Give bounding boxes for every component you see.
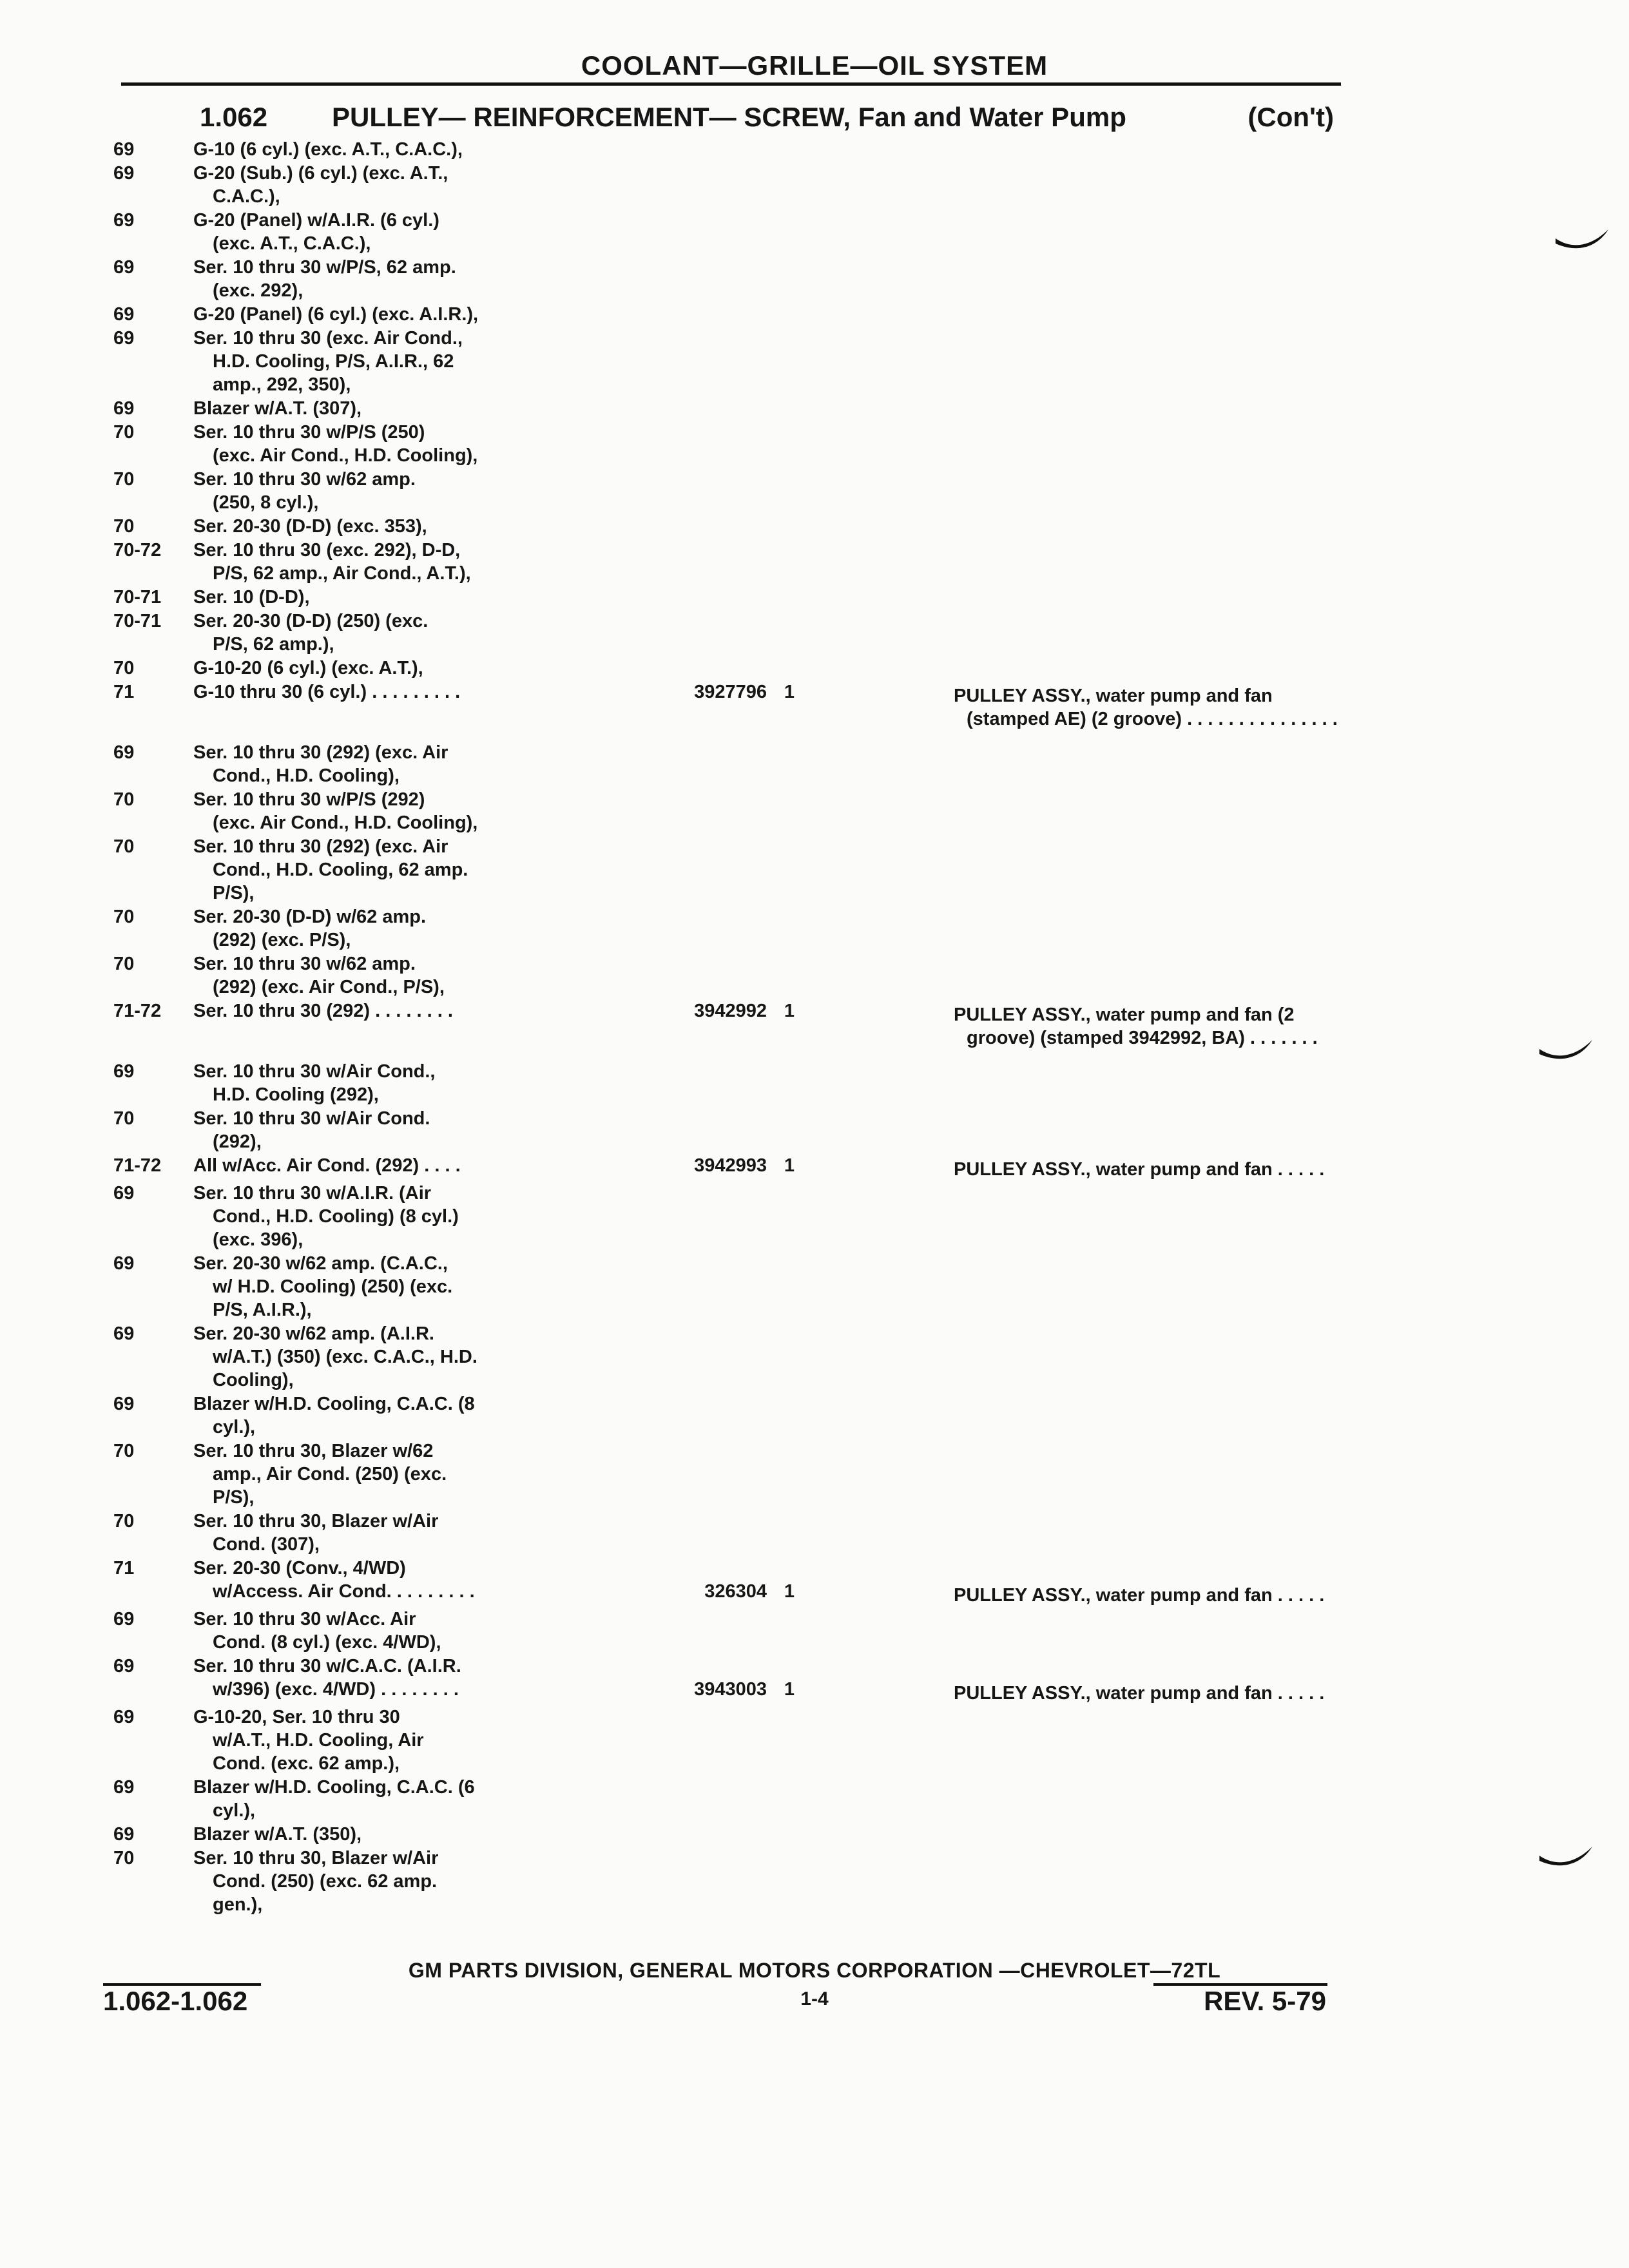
application-description [193,1392,638,1439]
list-item [103,303,1366,326]
application-description [193,468,638,514]
quantity: 1 [784,1581,795,1602]
application-description [193,397,638,420]
model-year: 69 [113,1253,135,1274]
application-description [193,421,638,467]
list-item [103,788,1366,834]
description-line: w/Access. Air Cond. . . . . . . . . [213,1581,475,1602]
quantity: 1 [784,1679,795,1700]
model-year: 69 [113,139,135,160]
description-line: (exc. 292), [213,280,304,301]
part-description [954,1003,1431,1050]
application-description [193,680,638,704]
model-year: 69 [113,304,135,325]
description-line: Ser. 10 thru 30 w/C.A.C. (A.I.R. [193,1656,461,1677]
part-description-line: PULLEY ASSY., water pump and fan . . . . . [954,1683,1325,1704]
list-item [103,1107,1366,1153]
model-year: 69 [113,1183,135,1204]
list-item [103,468,1366,514]
description-line: (292) (exc. P/S), [213,930,351,950]
model-year: 70 [113,1511,135,1532]
model-year: 71-72 [113,1155,162,1176]
list-item [103,657,1366,680]
description-line: H.D. Cooling, P/S, A.I.R., 62 [213,351,454,372]
description-line: Cond., H.D. Cooling) (8 cyl.) [213,1206,459,1227]
quantity: 1 [784,1001,795,1021]
model-year: 70 [113,789,135,810]
application-description [193,303,638,326]
description-line: (exc. A.T., C.A.C.), [213,233,371,254]
part-description-line: groove) (stamped 3942992, BA) . . . . . . . [967,1028,1318,1048]
list-item [103,952,1366,999]
application-description [193,539,638,585]
model-year: 69 [113,1394,135,1414]
description-line: Blazer w/A.T. (350), [193,1824,362,1845]
list-item [103,1608,1366,1654]
model-year: 69 [113,163,135,184]
quantity: 1 [784,1155,795,1176]
footer-publisher: GM PARTS DIVISION, GENERAL MOTORS CORPORATION —CHEVROLET—72TL [408,1959,1221,1982]
application-description [193,999,638,1023]
application-description [193,657,638,680]
description-line: (292) (exc. Air Cond., P/S), [213,977,445,997]
model-year: 70 [113,422,135,443]
list-item [103,741,1366,787]
application-description [193,610,638,656]
description-line: G-10-20 (6 cyl.) (exc. A.T.), [193,658,423,678]
parts-list [103,138,1366,1917]
description-line: gen.), [213,1894,263,1915]
description-line: G-10 (6 cyl.) (exc. A.T., C.A.C.), [193,139,463,160]
description-line: Ser. 10 thru 30 w/Air Cond. [193,1108,430,1129]
description-line: Blazer w/A.T. (307), [193,398,362,419]
binder-tab-mark [1537,1037,1595,1066]
list-item [103,1322,1366,1392]
application-description [193,1510,638,1556]
description-line: Blazer w/H.D. Cooling, C.A.C. (6 [193,1777,475,1798]
description-line: (exc. Air Cond., H.D. Cooling), [213,812,478,833]
application-description [193,1776,638,1822]
description-line: Ser. 10 thru 30 w/Acc. Air [193,1609,416,1629]
part-description [954,1584,1431,1607]
part-number: 3942992 [694,1001,767,1021]
list-item [103,680,1366,731]
list-item [103,1776,1366,1822]
description-line: Ser. 10 thru 30, Blazer w/Air [193,1848,439,1869]
model-year: 70-71 [113,587,162,608]
list-item [103,162,1366,208]
list-item [103,1510,1366,1556]
description-line: Cond. (307), [213,1534,320,1555]
description-line: Ser. 10 thru 30 w/P/S (292) [193,789,425,810]
model-year: 69 [113,1061,135,1082]
description-line: w/ H.D. Cooling) (250) (exc. [213,1276,453,1297]
model-year: 70 [113,1108,135,1129]
part-description-line: PULLEY ASSY., water pump and fan (2 [954,1004,1295,1025]
description-line: G-10 thru 30 (6 cyl.) . . . . . . . . . [193,682,461,702]
part-number: 326304 [704,1581,767,1602]
description-line: Ser. 10 thru 30 (292) (exc. Air [193,742,448,763]
application-description [193,209,638,255]
model-year: 70-71 [113,611,162,631]
description-line: Ser. 10 thru 30 w/A.I.R. (Air [193,1183,432,1204]
description-line: Ser. 10 thru 30 (292) (exc. Air [193,836,448,857]
application-description [193,741,638,787]
model-year: 69 [113,1777,135,1798]
application-description [193,256,638,302]
application-description [193,1107,638,1153]
model-year: 69 [113,742,135,763]
section-number: 1.062 [200,102,268,132]
description-line: Ser. 10 thru 30, Blazer w/62 [193,1441,434,1461]
description-line: Ser. 10 thru 30 w/62 amp. [193,954,416,974]
part-description [954,1158,1431,1181]
description-line: amp., 292, 350), [213,374,351,395]
description-line: P/S, A.I.R.), [213,1300,312,1320]
description-line: cyl.), [213,1417,256,1437]
model-year: 70 [113,516,135,537]
model-year: 70 [113,469,135,490]
application-description [193,905,638,952]
description-line: Ser. 10 thru 30 (exc. Air Cond., [193,328,463,349]
list-item [103,515,1366,538]
page-title: COOLANT—GRILLE—OIL SYSTEM [581,50,1048,81]
list-item [103,397,1366,420]
model-year: 69 [113,1609,135,1629]
description-line: (exc. Air Cond., H.D. Cooling), [213,445,478,466]
list-item [103,1557,1366,1607]
application-description [193,162,638,208]
list-item [103,138,1366,161]
application-description [193,1608,638,1654]
description-line: Ser. 10 thru 30 (292) . . . . . . . . [193,1001,453,1021]
list-item [103,1060,1366,1106]
model-year: 71 [113,1558,135,1579]
description-line: G-20 (Panel) w/A.I.R. (6 cyl.) [193,210,439,231]
description-line: Ser. 20-30 w/62 amp. (A.I.R. [193,1323,434,1344]
description-line: Ser. 10 (D-D), [193,587,310,608]
description-line: Ser. 20-30 (D-D) w/62 amp. [193,907,427,927]
header-rule [121,82,1341,86]
description-line: Cond. (250) (exc. 62 amp. [213,1871,438,1892]
binder-tab-mark [1537,1844,1595,1872]
description-line: Ser. 10 thru 30 w/Air Cond., [193,1061,436,1082]
list-item [103,1154,1366,1181]
description-line: cyl.), [213,1800,256,1821]
model-year: 70 [113,907,135,927]
list-item [103,905,1366,952]
footer-page-number: 1-4 [800,1988,829,2010]
section-title: PULLEY— REINFORCEMENT— SCREW, Fan and Water Pump [332,102,1126,132]
description-line: Cond. (8 cyl.) (exc. 4/WD), [213,1632,441,1653]
list-item [103,209,1366,255]
description-line: Ser. 20-30 (D-D) (250) (exc. [193,611,429,631]
model-year: 69 [113,1824,135,1845]
list-item [103,1655,1366,1705]
description-line: Ser. 10 thru 30, Blazer w/Air [193,1511,439,1532]
application-description [193,1557,638,1603]
model-year: 70 [113,1848,135,1869]
application-description [193,1182,638,1251]
part-description-line: PULLEY ASSY., water pump and fan . . . . . [954,1585,1325,1606]
model-year: 69 [113,1323,135,1344]
application-description [193,1439,638,1509]
continued-label: (Con't) [1248,102,1334,132]
description-line: G-20 (Sub.) (6 cyl.) (exc. A.T., [193,163,448,184]
description-line: w/A.T., H.D. Cooling, Air [213,1730,424,1751]
part-description [954,684,1431,731]
model-year: 69 [113,398,135,419]
section-heading [200,102,1334,133]
list-item [103,586,1366,609]
description-line: P/S), [213,1487,255,1508]
model-year: 69 [113,328,135,349]
model-year: 70 [113,954,135,974]
description-line: amp., Air Cond. (250) (exc. [213,1464,447,1485]
description-line: Cond., H.D. Cooling), [213,765,400,786]
list-item [103,1439,1366,1509]
binder-tab-mark [1553,227,1611,255]
description-line: (250, 8 cyl.), [213,492,319,513]
application-description [193,138,638,161]
application-description [193,835,638,905]
application-description [193,788,638,834]
description-line: Blazer w/H.D. Cooling, C.A.C. (8 [193,1394,475,1414]
list-item [103,999,1366,1050]
description-line: Ser. 20-30 (Conv., 4/WD) [193,1558,406,1579]
description-line: w/396) (exc. 4/WD) . . . . . . . . [213,1679,459,1700]
description-line: (292), [213,1131,262,1152]
application-description [193,586,638,609]
part-number: 3942993 [694,1155,767,1176]
description-line: H.D. Cooling (292), [213,1084,379,1105]
footer-revision: REV. 5-79 [1204,1986,1326,2016]
description-line: Ser. 10 thru 30 (exc. 292), D-D, [193,540,461,561]
list-item [103,1823,1366,1846]
description-line: Ser. 10 thru 30 w/62 amp. [193,469,416,490]
part-description [954,1682,1431,1705]
model-year: 69 [113,210,135,231]
list-item [103,1182,1366,1251]
application-description [193,1847,638,1916]
description-line: P/S, 62 amp.), [213,634,334,655]
description-line: Cooling), [213,1370,294,1390]
application-description [193,952,638,999]
application-description [193,1322,638,1392]
quantity: 1 [784,682,795,702]
list-item [103,1706,1366,1775]
part-number: 3943003 [694,1679,767,1700]
description-line: (exc. 396), [213,1229,304,1250]
description-line: C.A.C.), [213,186,280,207]
list-item [103,421,1366,467]
list-item [103,327,1366,396]
description-line: Ser. 10 thru 30 w/P/S (250) [193,422,425,443]
model-year: 70 [113,1441,135,1461]
description-line: G-20 (Panel) (6 cyl.) (exc. A.I.R.), [193,304,479,325]
description-line: G-10-20, Ser. 10 thru 30 [193,1707,400,1727]
part-description-line: (stamped AE) (2 groove) . . . . . . . . . . . . . . . [967,709,1338,729]
description-line: Ser. 20-30 w/62 amp. (C.A.C., [193,1253,448,1274]
description-line: All w/Acc. Air Cond. (292) . . . . [193,1155,461,1176]
application-description [193,1706,638,1775]
part-number: 3927796 [694,682,767,702]
model-year: 70 [113,658,135,678]
list-item [103,610,1366,656]
application-description [193,515,638,538]
description-line: Cond. (exc. 62 amp.), [213,1753,400,1774]
part-description-line: PULLEY ASSY., water pump and fan [954,686,1273,706]
application-description [193,1823,638,1846]
list-item [103,1252,1366,1321]
model-year: 70 [113,836,135,857]
application-description [193,1154,638,1177]
list-item [103,256,1366,302]
application-description [193,327,638,396]
footer-section-range: 1.062-1.062 [103,1986,248,2016]
description-line: Cond., H.D. Cooling, 62 amp. [213,860,468,880]
list-item [103,1847,1366,1916]
list-item [103,1392,1366,1439]
model-year: 69 [113,1656,135,1677]
description-line: Ser. 10 thru 30 w/P/S, 62 amp. [193,257,456,278]
list-item [103,835,1366,905]
model-year: 69 [113,257,135,278]
application-description [193,1060,638,1106]
application-description [193,1655,638,1701]
application-description [193,1252,638,1321]
description-line: w/A.T.) (350) (exc. C.A.C., H.D. [213,1347,477,1367]
model-year: 71 [113,682,135,702]
description-line: Ser. 20-30 (D-D) (exc. 353), [193,516,427,537]
part-description-line: PULLEY ASSY., water pump and fan . . . . . [954,1159,1325,1180]
list-item [103,539,1366,585]
description-line: P/S, 62 amp., Air Cond., A.T.), [213,563,471,584]
model-year: 69 [113,1707,135,1727]
model-year: 71-72 [113,1001,162,1021]
model-year: 70-72 [113,540,162,561]
description-line: P/S), [213,883,255,903]
